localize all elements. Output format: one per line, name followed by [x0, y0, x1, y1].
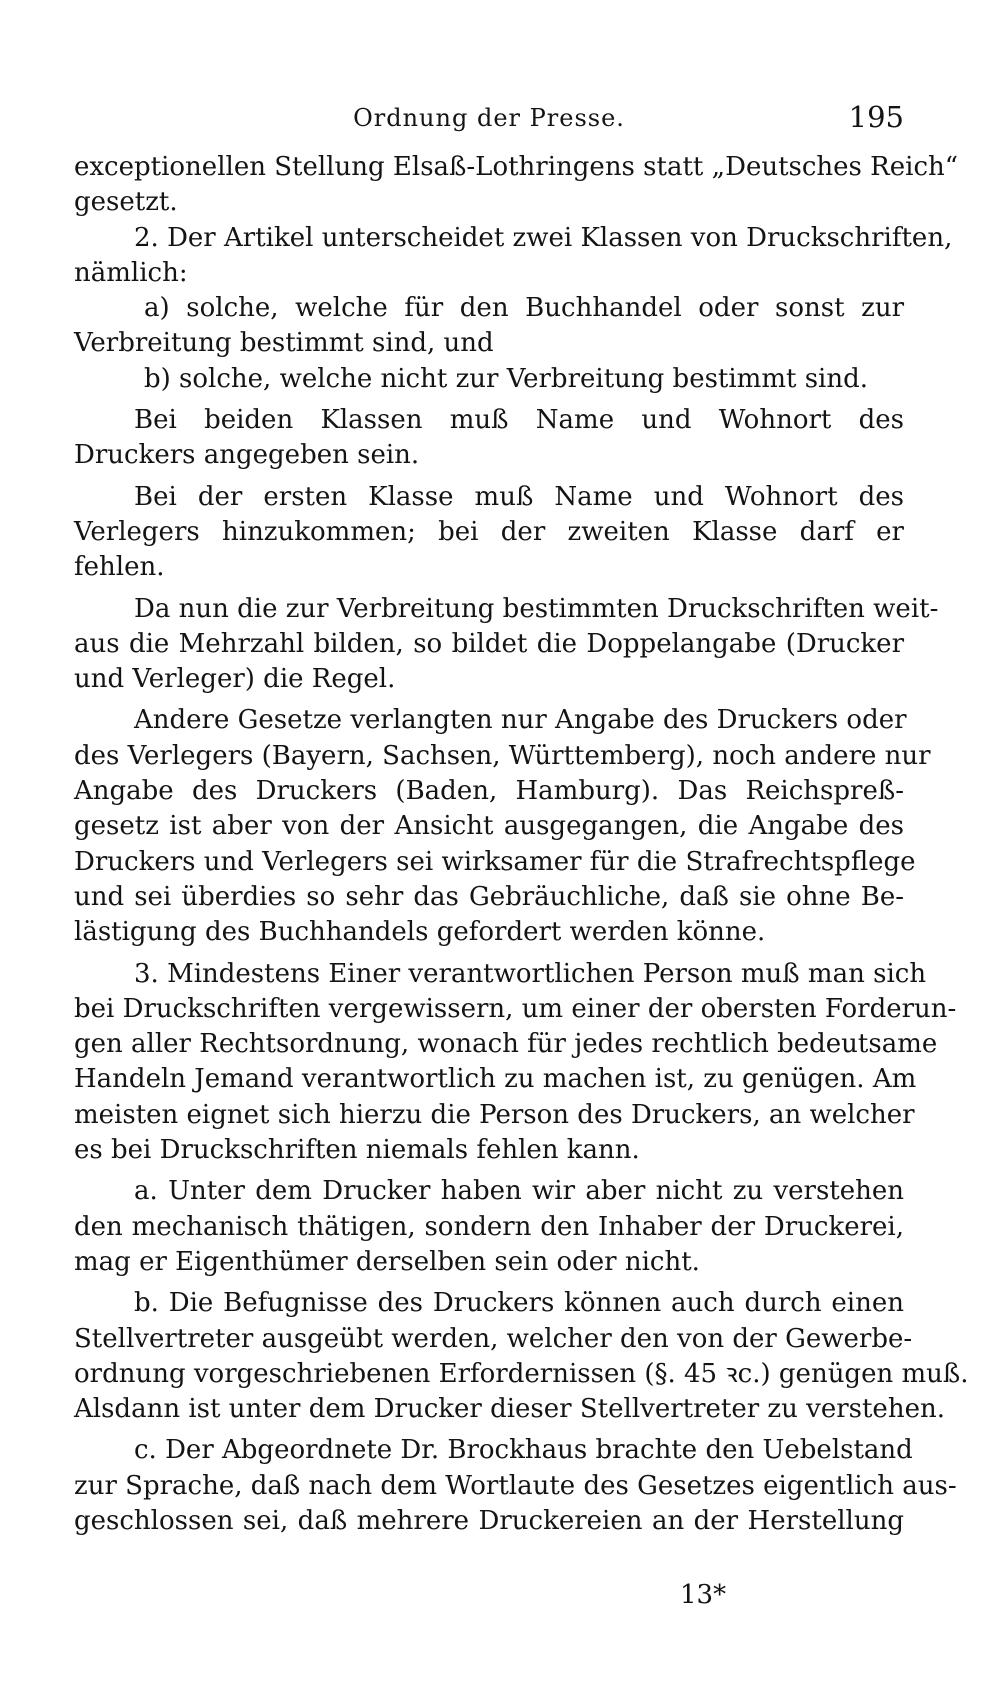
- text-line: ordnung vorgeschriebenen Erfordernissen (§. 45 ꝛc.) genügen muß.: [74, 1358, 969, 1389]
- text-line: Druckers angegeben sein.: [74, 440, 420, 471]
- text-line: Verbreitung bestimmt sind, und: [74, 328, 494, 359]
- running-title: Ordnung der Presse.: [353, 104, 625, 132]
- page-header: [74, 100, 904, 140]
- printer-signature: 13*: [680, 1580, 727, 1610]
- text-line: b. Die Befugnisse des Druckers können auch durch einen: [134, 1288, 904, 1319]
- text-line: b) solche, welche nicht zur Verbreitung bestimmt sind.: [144, 363, 869, 394]
- text-line: fehlen.: [74, 552, 165, 583]
- text-line: es bei Druckschriften niemals fehlen kann.: [74, 1135, 640, 1166]
- text-line: Bei der ersten Klasse muß Name und Wohnort des: [134, 481, 904, 512]
- text-line: gesetzt.: [74, 187, 178, 218]
- text-line: gen aller Rechtsordnung, wonach für jedes rechtlich bedeutsame: [74, 1029, 938, 1060]
- text-line: meisten eignet sich hierzu die Person des Druckers, an welcher: [74, 1099, 915, 1130]
- text-line: Da nun die zur Verbreitung bestimmten Druckschriften weit-: [134, 593, 939, 624]
- text-line: aus die Mehrzahl bilden, so bildet die Doppelangabe (Drucker: [74, 628, 904, 659]
- text-line: Andere Gesetze verlangten nur Angabe des Druckers oder: [134, 705, 907, 736]
- text-line: Alsdann ist unter dem Drucker dieser Stellvertreter zu verstehen.: [74, 1394, 945, 1425]
- text-line: den mechanisch thätigen, sondern den Inhaber der Druckerei,: [74, 1211, 904, 1242]
- page-number: 195: [848, 100, 904, 134]
- text-line: und sei überdies so sehr das Gebräuchliche, daß sie ohne Be-: [74, 881, 904, 912]
- body-text: [74, 150, 969, 1539]
- text-line: geschlossen sei, daß mehrere Druckereien an der Herstellung: [74, 1505, 904, 1536]
- text-line: Verlegers hinzukommen; bei der zweiten Klasse darf er: [74, 516, 904, 547]
- text-line: Bei beiden Klassen muß Name und Wohnort des: [134, 405, 904, 436]
- text-line: 2. Der Artikel unterscheidet zwei Klassen von Druckschriften,: [134, 222, 953, 253]
- text-line: und Verleger) die Regel.: [74, 664, 396, 695]
- text-line: a. Unter dem Drucker haben wir aber nicht zu verstehen: [134, 1176, 904, 1207]
- text-line: 3. Mindestens Einer verantwortlichen Person muß man sich: [134, 958, 927, 989]
- text-line: gesetz ist aber von der Ansicht ausgegangen, die Angabe des: [74, 811, 904, 842]
- text-line: Druckers und Verlegers sei wirksamer für die Strafrechtspflege: [74, 846, 916, 877]
- text-line: nämlich:: [74, 257, 188, 288]
- text-line: Handeln Jemand verantwortlich zu machen ist, zu genügen. Am: [74, 1064, 917, 1095]
- text-line: zur Sprache, daß nach dem Wortlaute des Gesetzes eigentlich aus-: [74, 1470, 957, 1501]
- text-line: lästigung des Buchhandels gefordert werden könne.: [74, 917, 766, 948]
- text-line: mag er Eigenthümer derselben sein oder nicht.: [74, 1246, 700, 1277]
- text-line: Angabe des Druckers (Baden, Hamburg). Das Reichspreß-: [74, 776, 904, 807]
- text-line: a) solche, welche für den Buchhandel oder sonst zur: [144, 293, 904, 324]
- text-line: Stellvertreter ausgeübt werden, welcher den von der Gewerbe-: [74, 1323, 913, 1354]
- text-line: c. Der Abgeordnete Dr. Brockhaus brachte den Uebelstand: [134, 1435, 913, 1466]
- text-line: exceptionellen Stellung Elsaß-Lothringens statt „Deutsches Reich“: [74, 152, 959, 182]
- text-line: bei Druckschriften vergewissern, um einer der obersten Forderun-: [74, 993, 957, 1024]
- text-line: des Verlegers (Bayern, Sachsen, Württemberg), noch andere nur: [74, 740, 931, 771]
